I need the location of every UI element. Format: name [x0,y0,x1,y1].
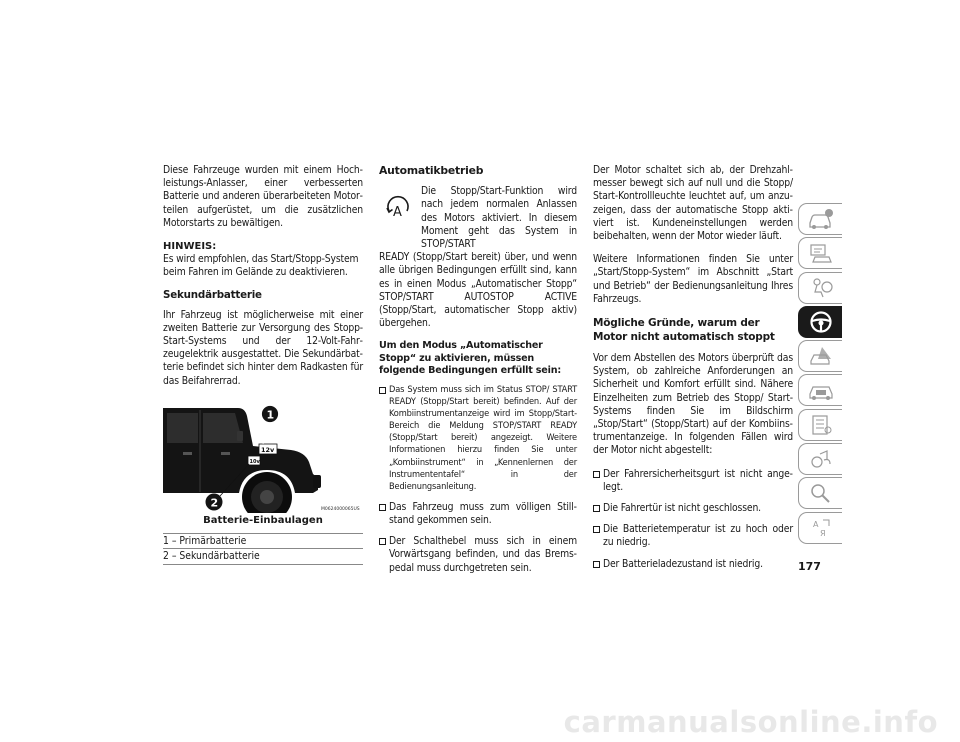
callout-1-label: 1 [266,408,275,422]
tab-steering-wheel[interactable] [798,306,842,338]
language-icon [807,517,835,539]
tab-specifications[interactable] [798,409,842,441]
tab-airbag-safety[interactable] [798,272,842,304]
index-search-icon [807,482,835,504]
list-item: Die Batterietemperatur ist zu hoch oder zu niedrig. [593,523,793,549]
car-settings-icon [807,242,835,264]
tab-multimedia[interactable] [798,443,842,475]
specifications-icon [807,414,835,436]
conditions-list [379,384,577,575]
engine-stop-paragraph: Der Motor schaltet sich ab, der Drehzahlmesser bewegt sich auf null und die Stopp/ Start-Kontrollleuchte leuchtet auf, um anzuzeigen, dass der automatische Stopp aktiviert ist. Kundeneinstellungen werden beibehalten, wenn der Motor wieder läuft. [593,164,793,243]
secondary-battery-paragraph: Ihr Fahrzeug ist möglicherweise mit einer zweiten Batterie zur Versorgung des Stopp-Start-Systems und der 12-Volt-Fahrzeugelektrik ausgestattet. Die Sekundärbatterie befindet sich hinter dem Radkasten für das Beifahrerrad. [163,308,363,387]
legend-item-primary: 1 – Primärbatterie [163,533,363,549]
column-right [593,164,793,579]
tab-car-settings[interactable] [798,237,842,269]
reasons-paragraph: Vor dem Abstellen des Motors überprüft das System, ob zahlreiche Anforderungen an Sicherheit und Komfort erfüllt sind. Nähere Einzelheiten zum Betrieb des Stopp/ Start-Systems finden Sie im Bildschirm „Stop/Start“ (Stopp/Start) auf der Kombiinstrumentanzeige. In folgenden Fällen wird der Motor nicht abgestellt: [593,352,793,457]
list-item: Die Fahrertür ist nicht geschlossen. [593,502,793,515]
list-item: Das Fahrzeug muss zum völligen Stillstand gekommen sein. [379,501,577,527]
auto-text-top: Die Stopp/Start-Funktion wird nach jedem normalen Anlassen des Motors aktiviert. In diesem Moment geht das System in STOP/START [421,185,577,251]
column-left [163,164,363,565]
page-number: 177 [798,560,821,573]
callout-2-label: 2 [210,496,219,510]
legend-item-secondary: 2 – Sekundärbatterie [163,548,363,565]
auto-text-rest: READY (Stopp/Start bereit) über, und wenn alle übrigen Bedingungen erfüllt sind, kann es in einen Modus „Automatischer Stopp“ STOP/START AUTOSTOP ACTIVE (Stopp/Start, automatischer Stopp aktiv) übergehen. [379,251,577,330]
reasons-list [593,468,793,571]
more-info-paragraph: Weitere Informationen finden Sie unter „Start/Stopp-System“ im Abschnitt „Start und Betrieb“ der Bedienungsanleitung Ihres Fahrzeugs. [593,253,793,305]
list-item: Der Fahrersicherheitsgurt ist nicht angelegt. [593,468,793,494]
svg-text:A: A [812,519,818,529]
svg-text:Я: Я [819,528,826,538]
bullet-square-icon [593,505,600,512]
bullet-square-icon [593,561,600,568]
list-item: Der Schalthebel muss sich in einem Vorwärtsgang befinden, und das Bremspedal muss durchgetreten sein. [379,535,577,575]
svg-text:A: A [393,205,402,221]
list-item: Das System muss sich im Status STOP/ START READY (Stopp/Start bereit) befinden. Auf der Kombiinstrumentanzeige wird im Stopp/Start-Bereich die Meldung STOP/START READY (Stopp/Start bereit) angezeigt. Weitere Informationen hierzu finden Sie unter „Kombiinstrument“ in „Kennenlernen der Instrumententafel“ in der Bedienungsanleitung. [379,384,577,493]
bullet-square-icon [593,526,600,533]
tab-index-search[interactable] [798,477,842,509]
tab-car-service[interactable] [798,374,842,406]
intro-paragraph: Diese Fahrzeuge wurden mit einem Hochleistungs-Anlasser, einer verbesserten Batterie und anderen überarbeiteten Motorteilen aufgerüstet, um die zusätzlichen Motorstarts zu bewältigen. [163,164,363,229]
battery-location-figure [163,398,363,513]
steering-wheel-icon [807,310,835,334]
figure-caption: Batterie-Einbaulagen [203,514,323,526]
bullet-square-icon [379,504,386,511]
heading-auto-mode: Automatikbetrieb [379,164,484,177]
bullet-square-icon [379,538,386,545]
battery-12v-icon [259,444,277,454]
car-service-icon [807,379,835,401]
auto-stop-start-icon [385,195,411,221]
tab-car-info[interactable] [798,203,842,235]
bullet-square-icon [593,471,600,478]
list-item: Der Batterieladezustand ist niedrig. [593,558,793,571]
note-text: Es wird empfohlen, das Start/Stopp-System beim Fahren im Gelände zu deaktivieren. [163,253,359,279]
sub-heading-conditions: Um den Modus „Automatischer Stopp“ zu aktivieren, müssen folgende Bedingungen erfüllt sein: [379,340,561,377]
warning-car-icon [807,345,835,367]
column-middle [379,164,577,583]
heading-secondary-battery: Sekundärbatterie [163,289,262,302]
airbag-safety-icon [807,277,835,299]
bullet-square-icon [379,387,386,394]
multimedia-icon [807,448,835,470]
note-title: HINWEIS: [163,241,217,253]
watermark: carmanualsonline.info [563,705,938,739]
label-12v: 12v [261,445,275,454]
tab-warning-car[interactable] [798,340,842,372]
figure-code: M0624000065US [321,506,360,512]
jeep-side-illustration [163,398,363,513]
label-10v: 10v [249,458,260,465]
chapter-tabs [798,203,842,546]
heading-reasons: Mögliche Gründe, warum der Motor nicht automatisch stoppt [593,317,775,344]
tab-language[interactable] [798,512,842,544]
auto-mode-block [379,185,577,330]
car-info-icon [807,208,835,230]
battery-10v-icon [248,456,260,465]
